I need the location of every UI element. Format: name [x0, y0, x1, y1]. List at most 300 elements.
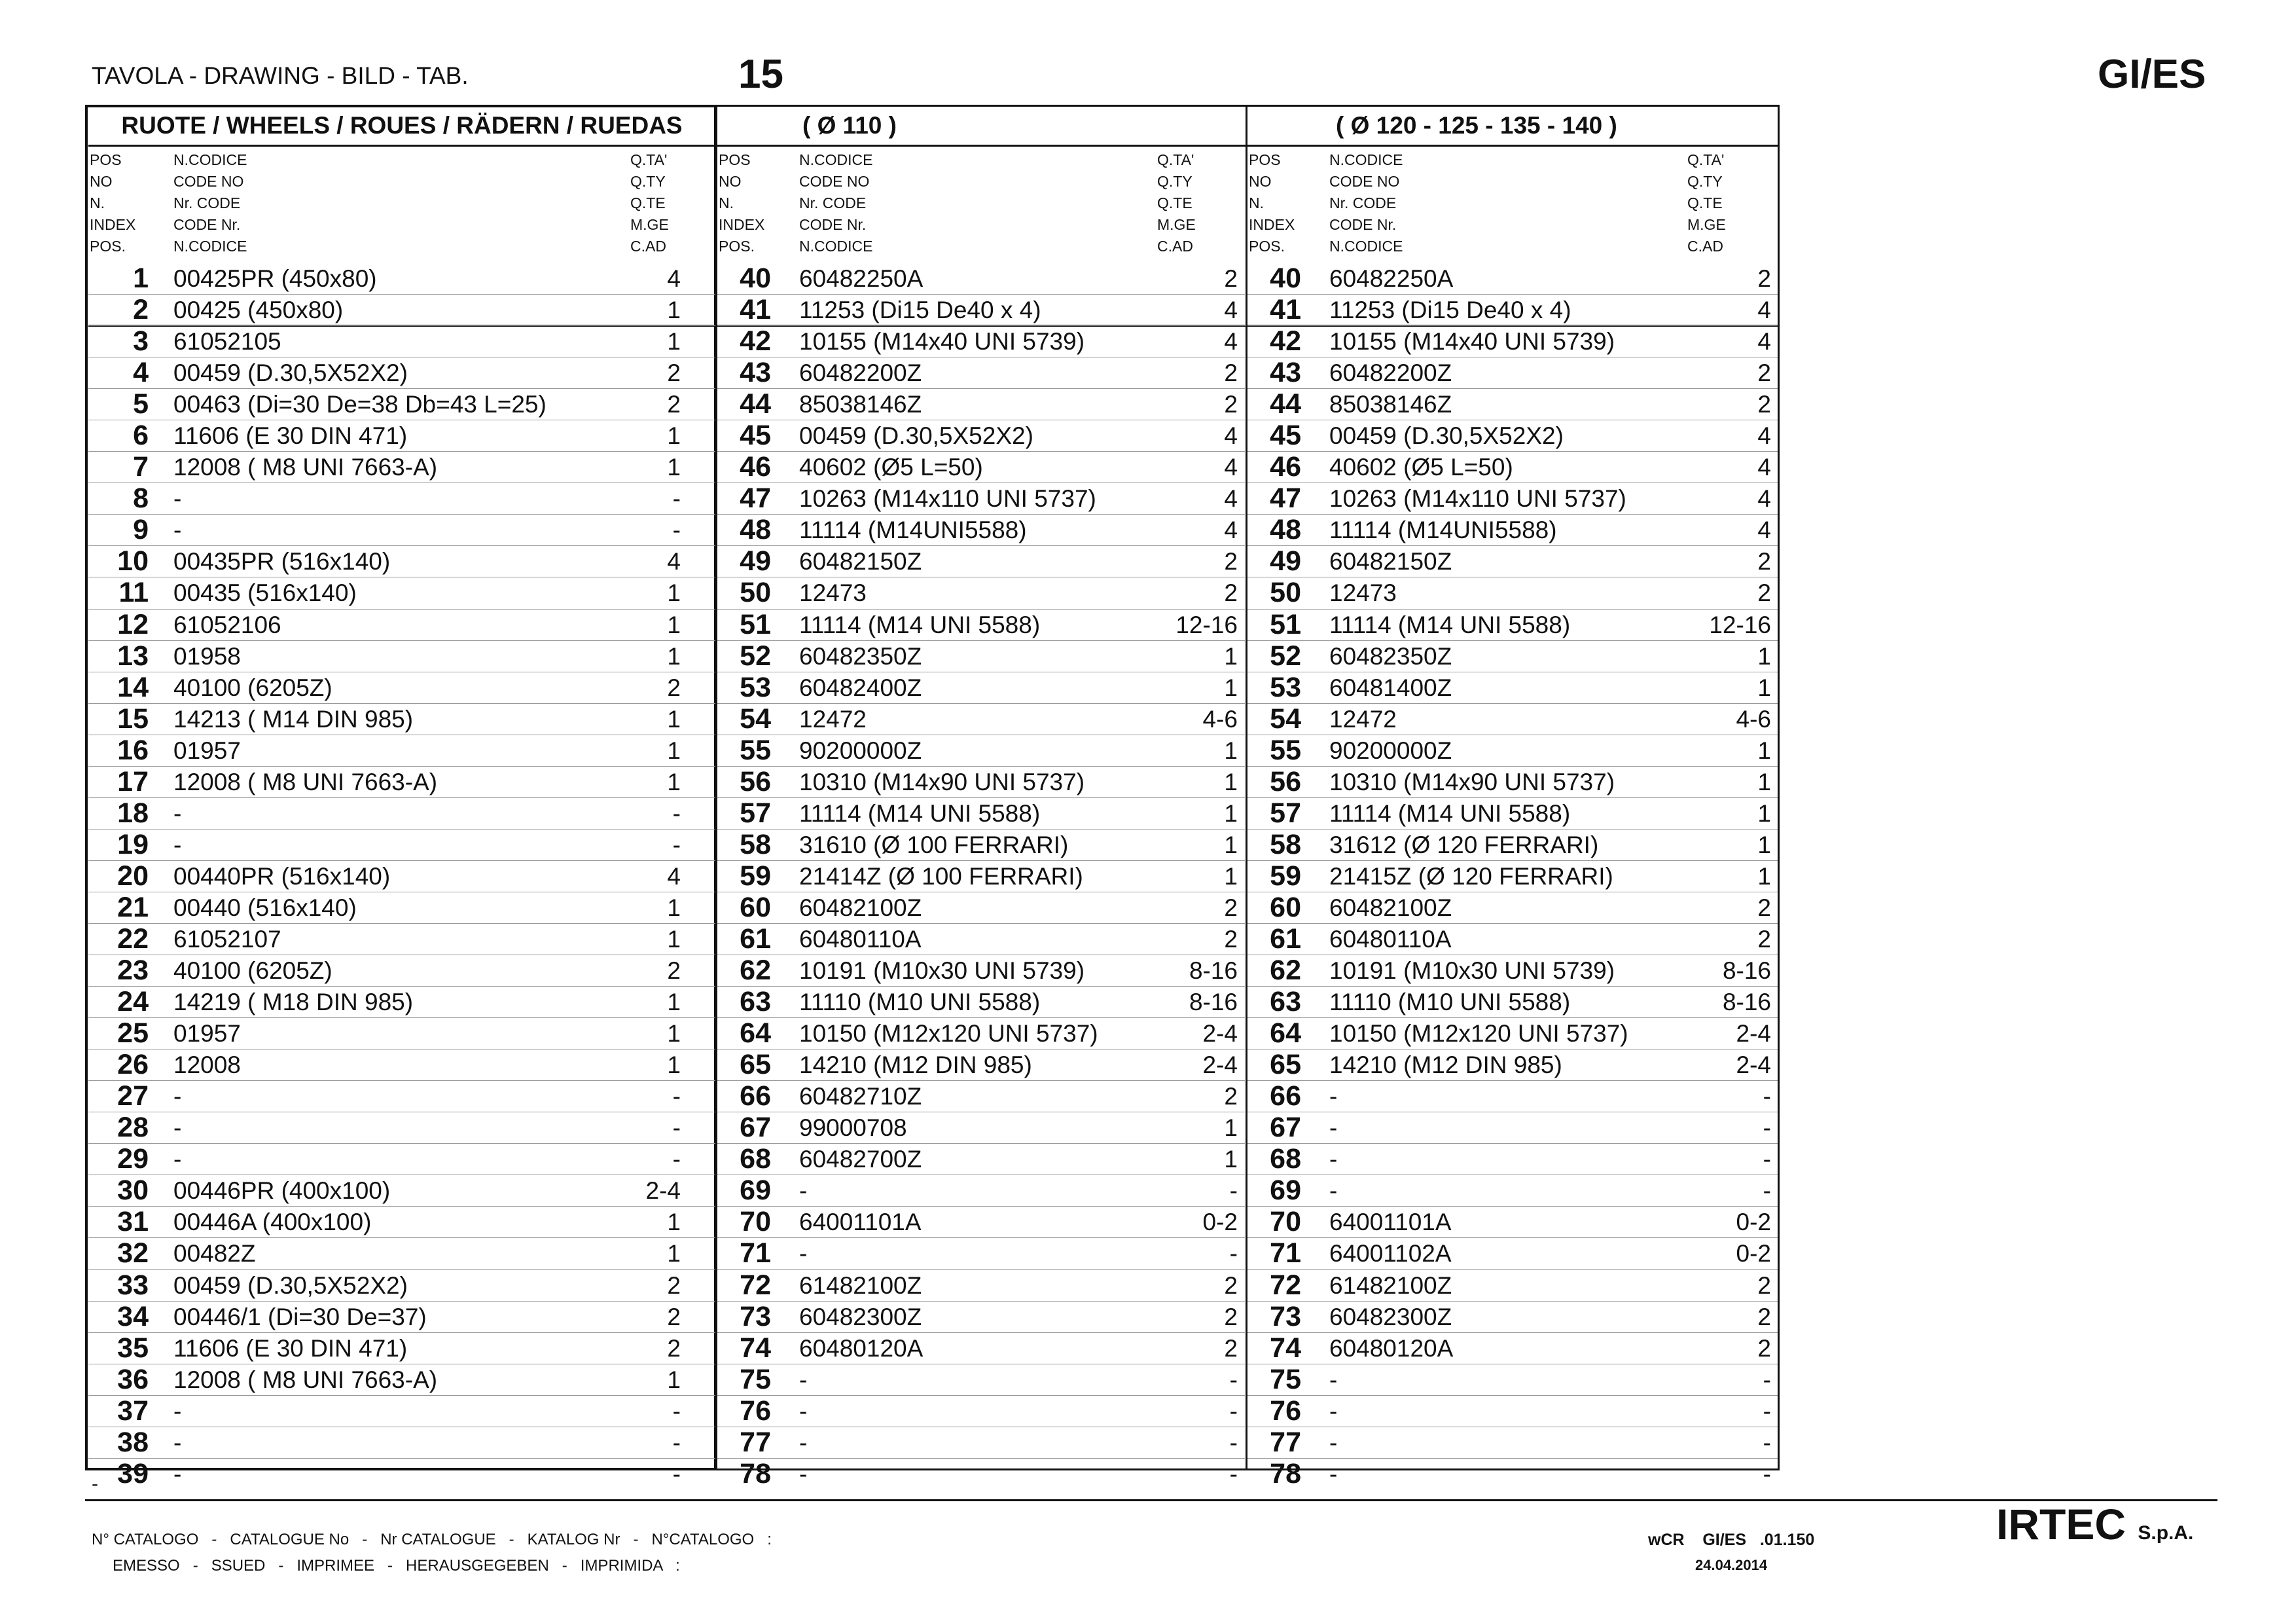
quantity: 1 — [1757, 862, 1771, 890]
table-row — [717, 483, 1246, 515]
part-code: - — [1329, 1177, 1338, 1205]
position-number: 57 — [1270, 797, 1301, 829]
quantity: 2-4 — [1736, 1020, 1771, 1048]
part-code: 31612 (Ø 120 FERRARI) — [1329, 831, 1599, 858]
part-code: 64001102A — [1329, 1240, 1452, 1267]
table-row — [88, 861, 715, 892]
part-code: 00440 (516x140) — [173, 894, 357, 921]
quantity: 1 — [1224, 862, 1238, 890]
position-number: 40 — [740, 263, 771, 294]
position-number: 68 — [1270, 1143, 1301, 1175]
quantity: 2 — [1224, 359, 1238, 387]
position-number: 50 — [1270, 577, 1301, 609]
position-number: 64 — [1270, 1017, 1301, 1049]
part-code: 11253 (Di15 De40 x 4) — [1329, 297, 1571, 324]
table-row — [1247, 641, 1778, 672]
part-code: 00459 (D.30,5X52X2) — [799, 422, 1033, 450]
table-row — [1247, 546, 1778, 577]
quantity: 0-2 — [1202, 1209, 1238, 1236]
header-qty-line: Q.TA' — [1687, 151, 1725, 168]
table-row — [717, 452, 1246, 483]
header-code-line: CODE Nr. — [1329, 216, 1397, 233]
quantity: 1 — [667, 737, 681, 764]
header-code-line: CODE NO — [799, 173, 870, 190]
position-number: 52 — [1270, 640, 1301, 672]
table-row — [717, 357, 1246, 389]
header-pos-line: POS — [719, 151, 751, 168]
header-qty-line: M.GE — [1687, 216, 1726, 233]
quantity: 2 — [1757, 548, 1771, 575]
header-pos-line: NO — [1249, 173, 1272, 190]
company-logo — [1996, 1499, 2193, 1549]
quantity: 2 — [667, 1334, 681, 1362]
header-code-line: Nr. CODE — [1329, 194, 1397, 211]
position-number: 76 — [740, 1395, 771, 1427]
table-row — [717, 577, 1246, 609]
quantity: 1 — [667, 989, 681, 1016]
quantity: 4 — [1757, 485, 1771, 513]
part-code: 61052105 — [173, 328, 281, 356]
header-pos-line: POS. — [719, 238, 755, 255]
quantity: 2 — [1224, 579, 1238, 607]
quantity: 1 — [1757, 642, 1771, 670]
header-qty-line: C.AD — [1687, 238, 1723, 255]
header-code-line: CODE NO — [173, 173, 244, 190]
part-code: 60482300Z — [1329, 1303, 1452, 1330]
table-row — [717, 546, 1246, 577]
section-diameter-110 — [717, 105, 1246, 1489]
position-number: 63 — [1270, 986, 1301, 1018]
quantity: 1 — [667, 422, 681, 450]
table-row — [88, 798, 715, 830]
catalog-number-label: N° CATALOGO - CATALOGUE No - Nr CATALOGUE - KATALOG Nr - N°CATALOGO : — [92, 1531, 772, 1548]
position-number: 67 — [740, 1112, 771, 1144]
header-pos-line: INDEX — [90, 216, 136, 233]
header-qty-line: Q.TY — [1687, 173, 1723, 190]
part-code: - — [173, 1397, 182, 1425]
header-qty — [630, 149, 669, 257]
table-row — [717, 1364, 1246, 1396]
part-code: - — [173, 1429, 182, 1456]
table-row — [1247, 1207, 1778, 1238]
part-code: 21415Z (Ø 120 FERRARI) — [1329, 862, 1613, 890]
footer-rule — [85, 1499, 2217, 1501]
header-pos-line: POS. — [1249, 238, 1285, 255]
section-title: RUOTE / WHEELS / ROUES / RÄDERN / RUEDAS — [88, 105, 715, 147]
quantity: - — [1229, 1240, 1238, 1267]
quantity: 2 — [1757, 1334, 1771, 1362]
note-dash: - — [92, 1473, 98, 1495]
position-number: 8 — [133, 483, 149, 515]
table-row — [1247, 1270, 1778, 1302]
table-row — [88, 263, 715, 295]
quantity: 1 — [667, 1209, 681, 1236]
position-number: 75 — [740, 1363, 771, 1395]
part-code: - — [1329, 1366, 1338, 1393]
table-row — [1247, 357, 1778, 389]
part-code: 60482350Z — [799, 642, 922, 670]
part-code: 31610 (Ø 100 FERRARI) — [799, 831, 1069, 858]
position-number: 40 — [1270, 263, 1301, 294]
quantity: 1 — [667, 1240, 681, 1267]
quantity: 1 — [667, 297, 681, 324]
quantity: 4 — [1224, 454, 1238, 481]
position-number: 65 — [1270, 1049, 1301, 1081]
quantity: 4 — [1757, 297, 1771, 324]
position-number: 61 — [740, 922, 771, 955]
table-row — [717, 955, 1246, 987]
quantity: 4 — [1757, 422, 1771, 450]
position-number: 70 — [1270, 1206, 1301, 1238]
part-code: 90200000Z — [799, 737, 922, 764]
quantity: 4 — [1757, 454, 1771, 481]
part-code: 60482200Z — [799, 359, 922, 387]
position-number: 60 — [740, 891, 771, 923]
part-code: 60482710Z — [799, 1083, 922, 1110]
parts-table — [717, 263, 1246, 1489]
company-name: IRTEC — [1996, 1500, 2126, 1548]
quantity: 2 — [667, 1271, 681, 1299]
table-row — [717, 1270, 1246, 1302]
parts-table — [88, 263, 715, 1489]
part-code: - — [1329, 1083, 1338, 1110]
quantity: 2 — [1757, 894, 1771, 921]
header-pos-line: POS — [1249, 151, 1281, 168]
position-number: 50 — [740, 577, 771, 609]
part-code: - — [1329, 1460, 1338, 1487]
part-code: 85038146Z — [799, 391, 922, 418]
quantity: 2 — [667, 674, 681, 701]
position-number: 51 — [1270, 608, 1301, 640]
part-code: 60482250A — [1329, 265, 1454, 292]
section-title: ( Ø 110 ) — [717, 105, 1246, 147]
part-code: - — [1329, 1429, 1338, 1456]
quantity: 4 — [1224, 517, 1238, 544]
table-row — [88, 924, 715, 955]
table-row — [88, 420, 715, 452]
position-number: 22 — [117, 922, 149, 955]
position-number: 36 — [117, 1363, 149, 1395]
position-number: 11 — [118, 577, 149, 609]
part-code: 64001101A — [1329, 1209, 1452, 1236]
table-row — [1247, 1459, 1778, 1489]
table-row — [88, 357, 715, 389]
position-number: 19 — [117, 828, 149, 860]
part-code: 00435PR (516x140) — [173, 548, 391, 575]
table-row — [717, 641, 1246, 672]
part-code: 40100 (6205Z) — [173, 957, 332, 985]
quantity: 8-16 — [1722, 989, 1771, 1016]
position-number: 29 — [117, 1143, 149, 1175]
part-code: 12472 — [799, 705, 867, 733]
header-pos-line: NO — [90, 173, 113, 190]
table-row — [717, 1112, 1246, 1144]
part-code: - — [799, 1366, 808, 1393]
position-number: 28 — [117, 1112, 149, 1144]
quantity: 4 — [1757, 328, 1771, 356]
table-row — [717, 1144, 1246, 1175]
table-row — [88, 1018, 715, 1049]
table-row — [88, 1112, 715, 1144]
quantity: 1 — [667, 768, 681, 795]
part-code: 61052107 — [173, 925, 281, 953]
quantity: 4 — [667, 265, 681, 292]
position-number: 42 — [1270, 325, 1301, 357]
quantity: 12-16 — [1175, 611, 1238, 638]
position-number: 26 — [117, 1049, 149, 1081]
position-number: 71 — [740, 1237, 771, 1269]
quantity: - — [672, 799, 681, 827]
table-row — [717, 515, 1246, 546]
quantity: 4 — [667, 548, 681, 575]
table-row — [88, 295, 715, 326]
quantity: 4-6 — [1736, 705, 1771, 733]
part-code: - — [173, 831, 182, 858]
table-row — [1247, 955, 1778, 987]
quantity: - — [672, 831, 681, 858]
quantity: 8-16 — [1189, 989, 1238, 1016]
part-code: 11114 (M14 UNI 5588) — [799, 799, 1041, 827]
quantity: 1 — [667, 925, 681, 953]
position-number: 43 — [740, 357, 771, 389]
header-qty-line: Q.TY — [1157, 173, 1193, 190]
table-row — [1247, 610, 1778, 641]
table-row — [717, 1333, 1246, 1364]
header-code-line: N.CODICE — [799, 238, 873, 255]
part-code: 60482100Z — [1329, 894, 1452, 921]
part-code: - — [1329, 1146, 1338, 1173]
position-number: 75 — [1270, 1363, 1301, 1395]
part-code: 90200000Z — [1329, 737, 1452, 764]
table-row — [717, 1207, 1246, 1238]
position-number: 45 — [740, 420, 771, 452]
position-number: 69 — [1270, 1175, 1301, 1207]
position-number: 62 — [1270, 955, 1301, 987]
quantity: 1 — [1224, 1146, 1238, 1173]
position-number: 58 — [1270, 828, 1301, 860]
part-code: 00459 (D.30,5X52X2) — [173, 1271, 408, 1299]
position-number: 5 — [133, 388, 149, 420]
position-number: 13 — [117, 640, 149, 672]
quantity: 2 — [1757, 925, 1771, 953]
part-code: 11253 (Di15 De40 x 4) — [799, 297, 1041, 324]
part-code: 60482150Z — [799, 548, 922, 575]
table-row — [1247, 1018, 1778, 1049]
position-number: 23 — [117, 955, 149, 987]
part-code: 00463 (Di=30 De=38 Db=43 L=25) — [173, 391, 547, 418]
position-number: 55 — [1270, 734, 1301, 766]
position-number: 30 — [117, 1175, 149, 1207]
header-code-line: Nr. CODE — [173, 194, 241, 211]
section-title: ( Ø 120 - 125 - 135 - 140 ) — [1247, 105, 1778, 147]
part-code: 10150 (M12x120 UNI 5737) — [799, 1020, 1098, 1048]
quantity: 1 — [667, 328, 681, 356]
quantity: 1 — [1224, 768, 1238, 795]
part-code: 10150 (M12x120 UNI 5737) — [1329, 1020, 1628, 1048]
position-number: 17 — [117, 765, 149, 797]
quantity: 1 — [1757, 674, 1771, 701]
part-code: 60482100Z — [799, 894, 922, 921]
part-code: 60482350Z — [1329, 642, 1452, 670]
part-code: 10155 (M14x40 UNI 5739) — [1329, 328, 1615, 356]
table-row — [717, 1175, 1246, 1207]
table-row — [1247, 1238, 1778, 1269]
part-code: 60480120A — [799, 1334, 924, 1362]
part-code: 11114 (M14 UNI 5588) — [1329, 611, 1571, 638]
part-code: 11114 (M14UNI5588) — [799, 517, 1027, 544]
part-code: 14210 (M12 DIN 985) — [1329, 1051, 1562, 1079]
position-number: 38 — [117, 1426, 149, 1458]
part-code: 60482200Z — [1329, 359, 1452, 387]
parts-table — [1247, 263, 1778, 1489]
position-number: 3 — [133, 325, 149, 357]
table-row — [1247, 987, 1778, 1018]
part-code: 11606 (E 30 DIN 471) — [173, 422, 408, 450]
part-code: 60480120A — [1329, 1334, 1454, 1362]
header-code-line: CODE NO — [1329, 173, 1400, 190]
part-code: 10310 (M14x90 UNI 5737) — [799, 768, 1085, 795]
part-code: - — [173, 799, 182, 827]
header-code-line: CODE Nr. — [799, 216, 867, 233]
part-code: 40602 (Ø5 L=50) — [1329, 454, 1513, 481]
table-row — [717, 672, 1246, 704]
position-number: 20 — [117, 860, 149, 892]
position-number: 72 — [1270, 1269, 1301, 1301]
quantity: 2 — [667, 957, 681, 985]
header-pos — [1249, 149, 1295, 257]
quantity: - — [1763, 1146, 1771, 1173]
table-row — [717, 295, 1246, 326]
table-row — [717, 704, 1246, 735]
table-row — [1247, 515, 1778, 546]
company-suffix: S.p.A. — [2138, 1522, 2194, 1544]
position-number: 57 — [740, 797, 771, 829]
position-number: 41 — [1270, 294, 1301, 326]
part-code: 00446/1 (Di=30 De=37) — [173, 1303, 427, 1330]
table-row — [88, 641, 715, 672]
quantity: 4 — [1224, 297, 1238, 324]
quantity: - — [1763, 1177, 1771, 1205]
quantity: - — [1229, 1460, 1238, 1487]
table-number: 15 — [738, 52, 783, 97]
part-code: 12473 — [799, 579, 867, 607]
part-code: - — [173, 1146, 182, 1173]
part-code: - — [799, 1240, 808, 1267]
table-row — [88, 830, 715, 861]
position-number: 49 — [740, 545, 771, 577]
quantity: - — [1229, 1177, 1238, 1205]
quantity: 12-16 — [1709, 611, 1771, 638]
table-row — [88, 1364, 715, 1396]
table-row — [88, 1333, 715, 1364]
catalog-code: wCR GI/ES .01.150 — [1648, 1531, 1815, 1549]
part-code: 85038146Z — [1329, 391, 1452, 418]
quantity: - — [672, 1114, 681, 1142]
position-number: 74 — [740, 1332, 771, 1364]
header-qty-line: C.AD — [1157, 238, 1193, 255]
position-number: 9 — [133, 514, 149, 546]
header-pos — [90, 149, 135, 257]
table-row — [717, 861, 1246, 892]
position-number: 72 — [740, 1269, 771, 1301]
part-code: - — [173, 485, 182, 513]
table-row — [1247, 295, 1778, 326]
part-code: - — [1329, 1114, 1338, 1142]
header-code — [1329, 149, 1403, 257]
quantity: - — [1229, 1397, 1238, 1425]
position-number: 67 — [1270, 1112, 1301, 1144]
header-pos-line: N. — [719, 194, 734, 211]
header-qty-line: M.GE — [1157, 216, 1196, 233]
table-row — [717, 767, 1246, 798]
position-number: 70 — [740, 1206, 771, 1238]
table-row — [717, 987, 1246, 1018]
table-row — [717, 1427, 1246, 1459]
quantity: 2-4 — [1202, 1051, 1238, 1079]
part-code: - — [173, 1083, 182, 1110]
quantity: 1 — [667, 611, 681, 638]
position-number: 39 — [117, 1457, 149, 1489]
position-number: 77 — [740, 1426, 771, 1458]
table-row — [1247, 483, 1778, 515]
table-row — [88, 1427, 715, 1459]
position-number: 48 — [740, 514, 771, 546]
position-number: 41 — [740, 294, 771, 326]
table-row — [717, 1238, 1246, 1269]
table-row — [1247, 735, 1778, 767]
table-row — [717, 892, 1246, 924]
position-number: 15 — [117, 702, 149, 735]
table-row — [717, 830, 1246, 861]
part-code: 00440PR (516x140) — [173, 862, 391, 890]
part-code: 12008 ( M8 UNI 7663-A) — [173, 1366, 438, 1393]
part-code: 00459 (D.30,5X52X2) — [173, 359, 408, 387]
position-number: 37 — [117, 1395, 149, 1427]
part-code: - — [799, 1177, 808, 1205]
part-code: 10191 (M10x30 UNI 5739) — [1329, 957, 1615, 985]
position-number: 56 — [740, 765, 771, 797]
position-number: 4 — [133, 357, 149, 389]
position-number: 32 — [117, 1237, 149, 1269]
quantity: 0-2 — [1736, 1209, 1771, 1236]
quantity: 4 — [667, 862, 681, 890]
part-code: 11606 (E 30 DIN 471) — [173, 1334, 408, 1362]
position-number: 16 — [117, 734, 149, 766]
quantity: 4 — [1224, 422, 1238, 450]
position-number: 68 — [740, 1143, 771, 1175]
quantity: - — [672, 1083, 681, 1110]
part-code: 11110 (M10 UNI 5588) — [799, 989, 1041, 1016]
part-code: 60482300Z — [799, 1303, 922, 1330]
quantity: - — [672, 1429, 681, 1456]
quantity: - — [1763, 1429, 1771, 1456]
header-code-line: CODE Nr. — [173, 216, 241, 233]
quantity: 1 — [667, 1020, 681, 1048]
position-number: 53 — [740, 671, 771, 703]
table-row — [717, 1049, 1246, 1081]
part-code: 60480110A — [799, 925, 922, 953]
part-code: 00425PR (450x80) — [173, 265, 377, 292]
position-number: 56 — [1270, 765, 1301, 797]
quantity: 2 — [1757, 265, 1771, 292]
position-number: 54 — [740, 702, 771, 735]
header-code-line: N.CODICE — [173, 238, 247, 255]
table-row — [88, 955, 715, 987]
quantity: 2-4 — [645, 1177, 681, 1205]
position-number: 69 — [740, 1175, 771, 1207]
header-qty-line: Q.TE — [1157, 194, 1193, 211]
position-number: 25 — [117, 1017, 149, 1049]
